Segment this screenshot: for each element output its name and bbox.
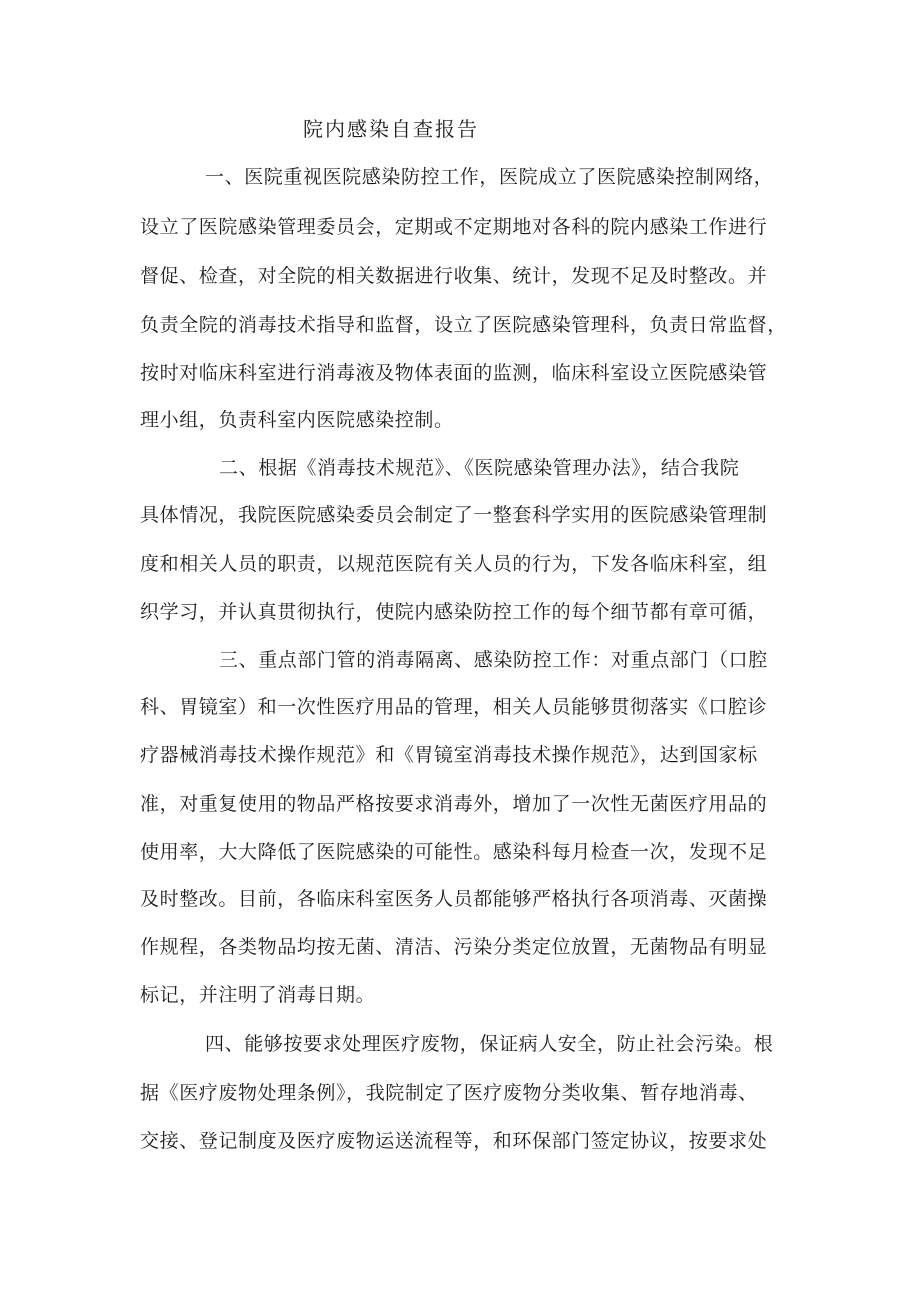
paragraph-4-line-2: 据《医疗废物处理条例》，我院制定了医疗废物分类收集、暂存地消毒、 xyxy=(140,1082,758,1104)
paragraph-1-line-2: 设立了医院感染管理委员会，定期或不定期地对各科的院内感染工作进行 xyxy=(140,216,768,238)
paragraph-3-line-8: 标记，并注明了消毒日期。 xyxy=(140,984,376,1006)
paragraph-2-line-2: 具体情况，我院医院感染委员会制定了一整套科学实用的医院感染管理制 xyxy=(140,504,768,526)
paragraph-3-line-4: 准，对重复使用的物品严格按要求消毒外，增加了一次性无菌医疗用品的 xyxy=(140,793,768,815)
paragraph-2-line-4: 织学习，并认真贯彻执行，使院内感染防控工作的每个细节都有章可循， xyxy=(140,601,768,623)
paragraph-2-line-3: 度和相关人员的职责，以规范医院有关人员的行为，下发各临床科室，组 xyxy=(140,553,768,575)
paragraph-3-line-6: 及时整改。目前，各临床科室医务人员都能够严格执行各项消毒、灭菌操 xyxy=(140,888,768,910)
paragraph-3-line-7: 作规程，各类物品均按无菌、清洁、污染分类定位放置，无菌物品有明显 xyxy=(140,936,768,958)
paragraph-4-line-3: 交接、登记制度及医疗废物运送流程等，和环保部门签定协议，按要求处 xyxy=(140,1130,768,1152)
paragraph-1-line-4: 负责全院的消毒技术指导和监督，设立了医院感染管理科，负责日常监督， xyxy=(140,314,787,336)
paragraph-3-line-1: 三、重点部门管的消毒隔离、感染防控工作：对重点部门（口腔 xyxy=(219,649,768,671)
paragraph-1-line-5: 按时对临床科室进行消毒液及物体表面的监测，临床科室设立医院感染管 xyxy=(140,362,768,384)
paragraph-1-line-3: 督促、检查，对全院的相关数据进行收集、统计，发现不足及时整改。并 xyxy=(140,265,768,287)
paragraph-2-line-1: 二、根据《消毒技术规范》、《医院感染管理办法》，结合我院 xyxy=(219,457,740,479)
paragraph-1-line-1: 一、医院重视医院感染防控工作，医院成立了医院感染控制网络， xyxy=(205,166,774,188)
paragraph-3-line-3: 疗器械消毒技术操作规范》和《胃镜室消毒技术操作规范》，达到国家标 xyxy=(140,744,758,766)
paragraph-3-line-2: 科、胃镜室）和一次性医疗用品的管理，相关人员能够贯彻落实《口腔诊 xyxy=(140,696,768,718)
paragraph-4-line-1: 四、能够按要求处理医疗废物，保证病人安全，防止社会污染。根 xyxy=(205,1033,774,1055)
paragraph-3-line-5: 使用率，大大降低了医院感染的可能性。感染科每月检查一次，发现不足 xyxy=(140,841,768,863)
paragraph-1-line-6: 理小组，负责科室内医院感染控制。 xyxy=(140,409,454,431)
document-title: 院内感染自查报告 xyxy=(303,117,479,141)
